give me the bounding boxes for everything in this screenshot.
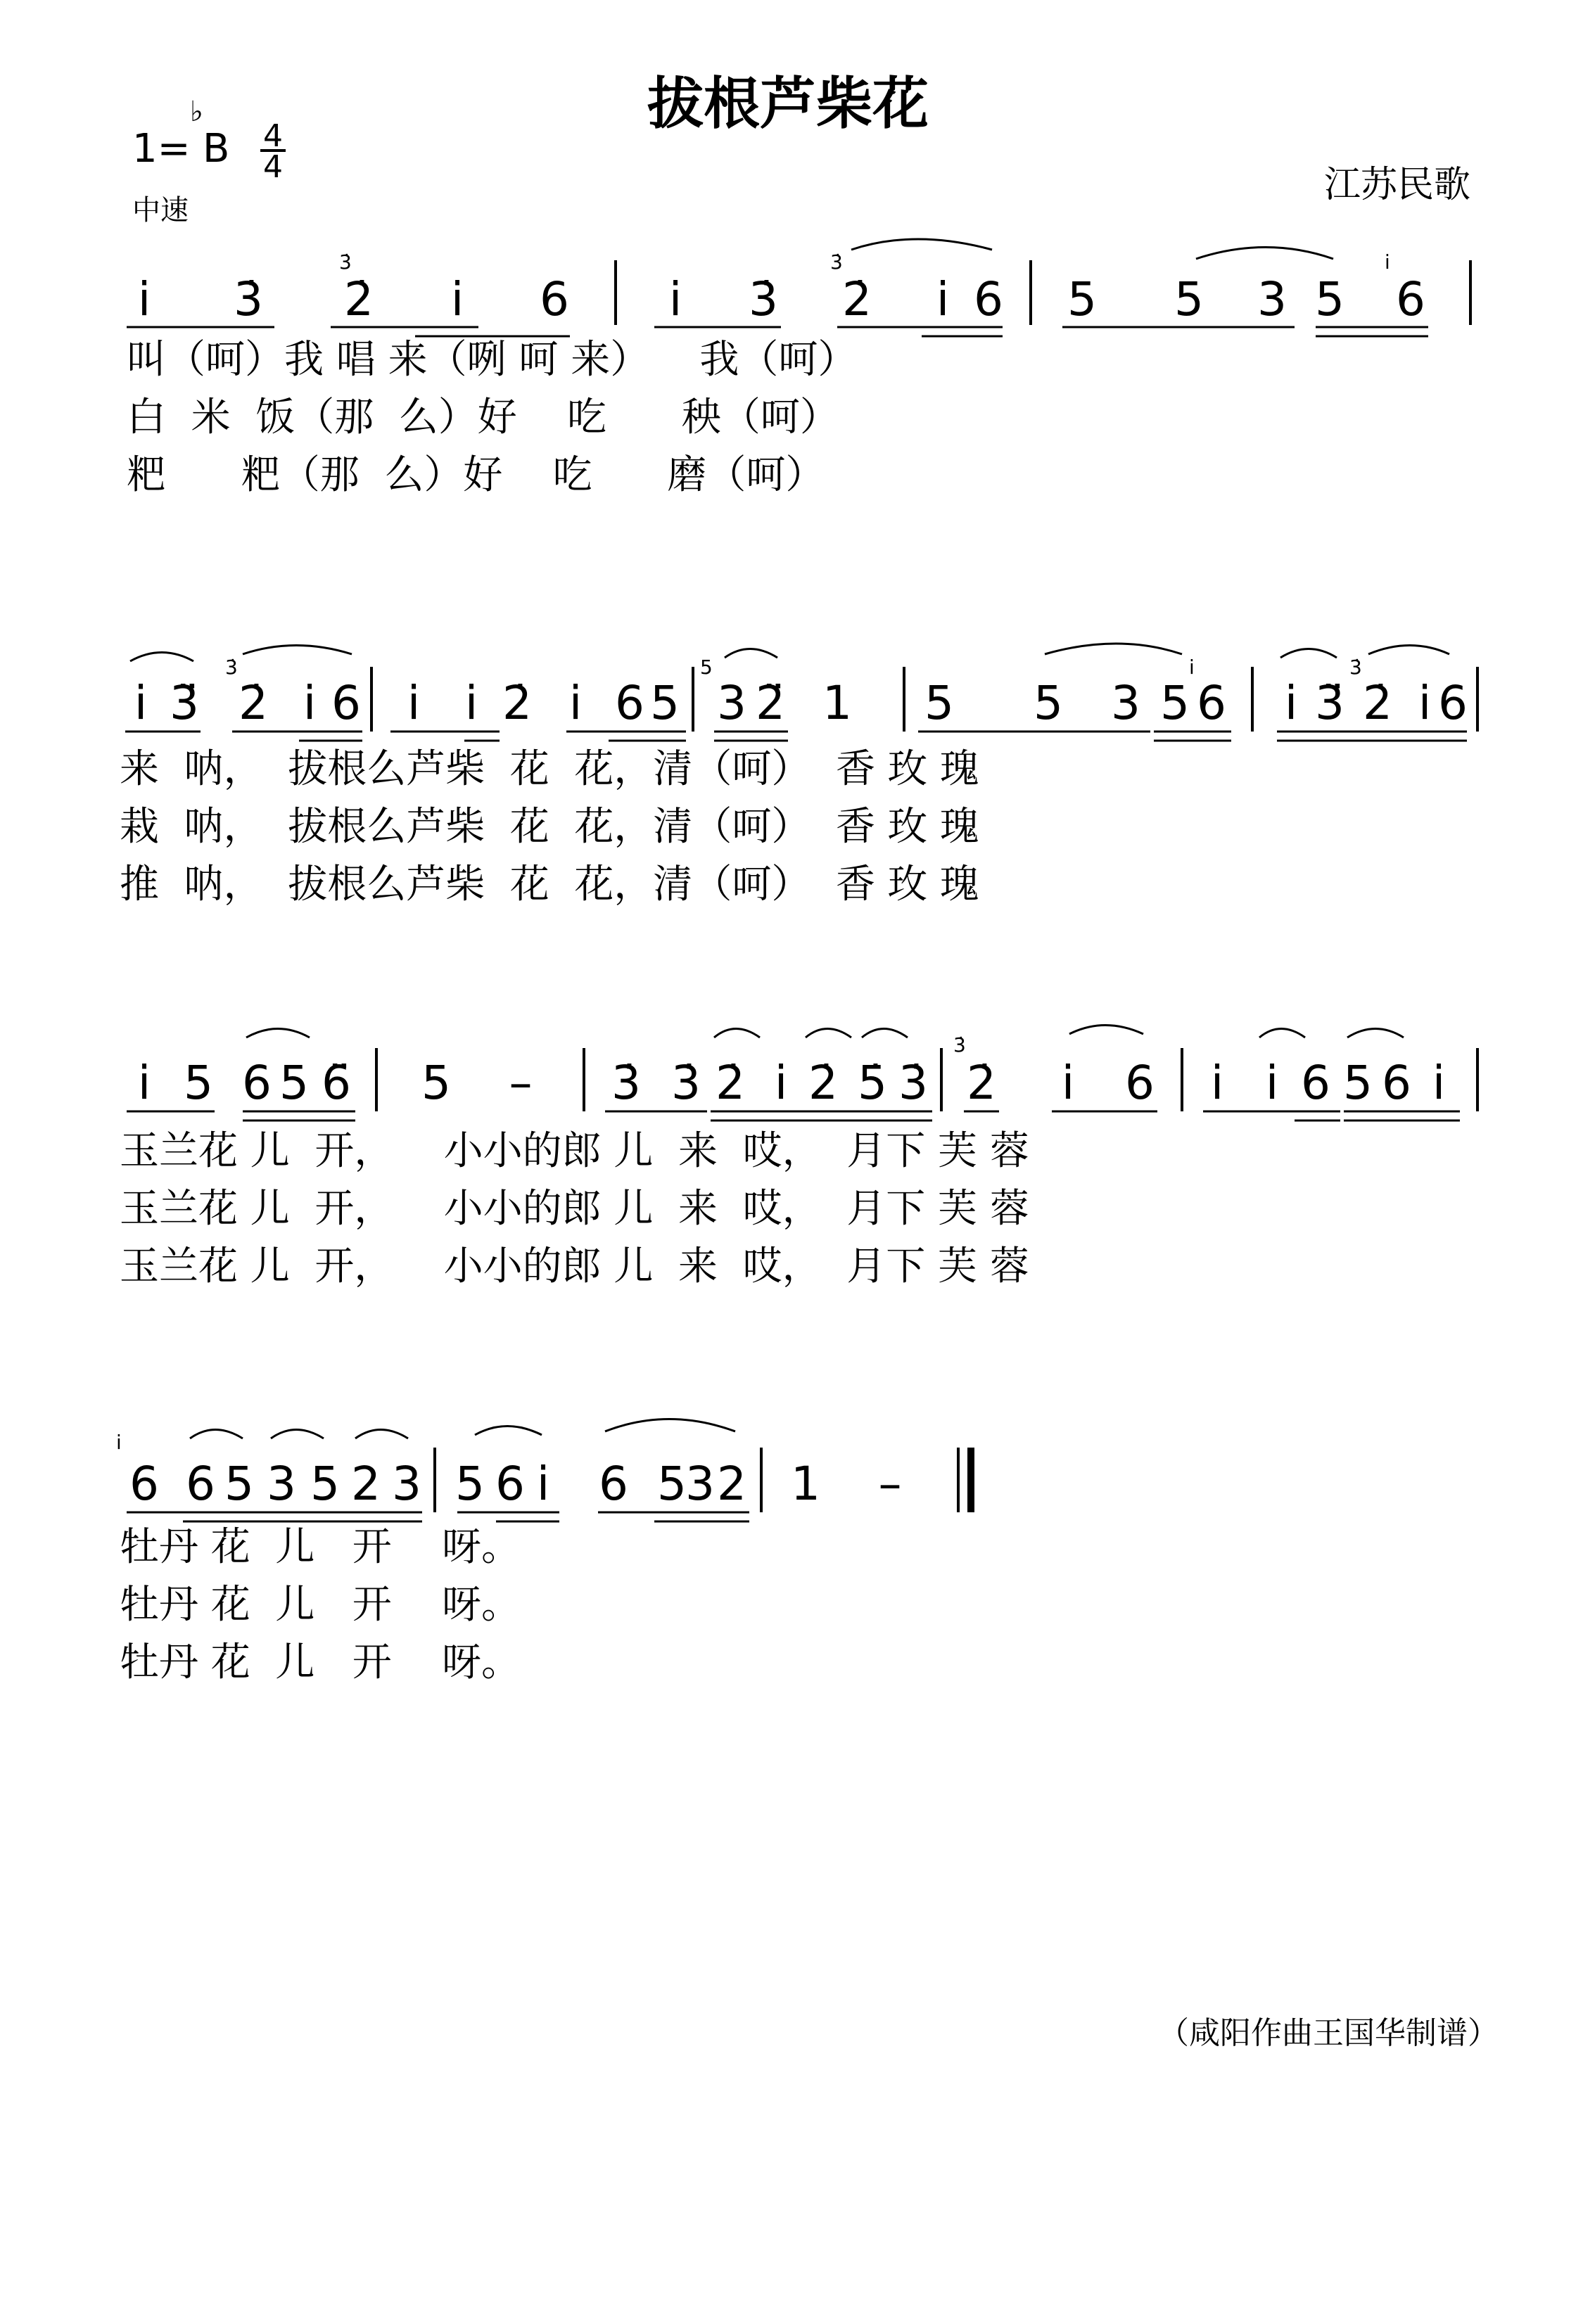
note: 6 (974, 272, 1003, 326)
note: 6 (1438, 676, 1468, 730)
lyric-line: 牡丹 花 儿 开 呀。 (120, 1640, 521, 1685)
note: i (137, 1056, 151, 1110)
note: i (1210, 1056, 1224, 1110)
note: 3 (267, 1457, 296, 1511)
note: i (1432, 1056, 1446, 1110)
note: i (303, 676, 317, 730)
note: 5 (279, 1056, 309, 1110)
time-top: 4 (263, 118, 283, 154)
note: 5 (1160, 676, 1190, 730)
beam (127, 1111, 1460, 1120)
lyric-line: 叫（呵）我 唱 来（咧 呵 来） 我（呵） (127, 337, 858, 383)
system-3 (120, 1026, 1477, 1290)
note: 6 (1197, 676, 1226, 730)
lyric-line: 玉兰花 儿 开， 小小的郎 儿 来 哎， 月下 芙 蓉 (120, 1244, 1029, 1289)
note: 6 (242, 1056, 272, 1110)
note: 2̇ (808, 1056, 838, 1110)
tempo-marking: 中速 (132, 194, 189, 226)
slur (130, 644, 1449, 661)
note: 6 (331, 676, 361, 730)
note: 3̇ (898, 1056, 928, 1110)
note: – (878, 1457, 902, 1511)
note: 6 (599, 1457, 628, 1511)
note: 6 (495, 1457, 525, 1511)
note: 5 (657, 1457, 687, 1511)
note: 6̈ (322, 1056, 351, 1110)
note: 1 (791, 1457, 820, 1511)
note: 2̈ (756, 676, 785, 730)
note: i (464, 676, 478, 730)
grace-note: i (1385, 250, 1390, 274)
note: 6 (186, 1457, 215, 1511)
note: i (774, 1056, 788, 1110)
grace-note: i (116, 1431, 122, 1454)
lyric-line: 粑 粑（那 么）好 吃 磨（呵） (127, 452, 825, 498)
system-1 (127, 239, 1470, 498)
grace-note: 3̇ (339, 250, 352, 274)
note: 3̇ (611, 1056, 641, 1110)
note: 2̇ (842, 272, 872, 326)
slur (190, 1419, 735, 1439)
note: 6 (1382, 1056, 1411, 1110)
note: – (509, 1056, 533, 1110)
note: 2̇ (716, 1056, 745, 1110)
grace-note: 3̇ (225, 656, 238, 679)
grace-note: 3̇ (830, 250, 843, 274)
note: 5 (1174, 272, 1204, 326)
score-credit: （咸阳作曲王国华制谱） (1158, 2015, 1499, 2051)
lyric-line: 栽 呐， 拔根么芦柴 花 花，清（呵） 香 玫 瑰 (120, 804, 979, 850)
note: 5 (1315, 272, 1344, 326)
lyric-line: 牡丹 花 儿 开 呀。 (120, 1582, 521, 1628)
note: 5 (1067, 272, 1097, 326)
note: 1 (822, 676, 852, 730)
note: 5 (310, 1457, 340, 1511)
note: i (407, 676, 421, 730)
note: 3 (685, 1457, 715, 1511)
note: 5 (650, 676, 680, 730)
note: 3 (1111, 676, 1140, 730)
note: i (134, 676, 148, 730)
note: i (668, 272, 682, 326)
note: 3̇ (234, 272, 263, 326)
note: 5 (224, 1457, 254, 1511)
key-prefix: 1= (132, 126, 191, 172)
note: 6 (615, 676, 644, 730)
note: i (1284, 676, 1298, 730)
lyric-line: 玉兰花 儿 开， 小小的郎 儿 来 哎， 月下 芙 蓉 (120, 1128, 1029, 1174)
note: 6 (540, 272, 569, 326)
lyric-line: 来 呐， 拔根么芦柴 花 花，清（呵） 香 玫 瑰 (120, 746, 979, 792)
note: i (137, 272, 151, 326)
note: i (568, 676, 583, 730)
note: 3̈ (1315, 676, 1344, 730)
grace-note: i (1189, 656, 1195, 679)
note: 3 (717, 676, 746, 730)
slur (851, 239, 1333, 259)
note: 3 (1257, 272, 1287, 326)
note: 6 (1125, 1056, 1155, 1110)
grace-note: 5 (700, 656, 713, 679)
lyric-line: 白 米 饭（那 么）好 吃 秧（呵） (127, 395, 839, 440)
key-flat: ♭ (190, 96, 203, 128)
note: 5̇ (858, 1056, 887, 1110)
note: 2 (717, 1457, 746, 1511)
beam (127, 327, 1428, 336)
note: i̇̇ (1061, 1056, 1075, 1110)
note: i (450, 272, 464, 326)
note: 2̇ (1363, 676, 1392, 730)
note: i (1265, 1056, 1279, 1110)
system-4 (116, 1419, 971, 1686)
lyric-line: 牡丹 花 儿 开 呀。 (120, 1524, 521, 1570)
note: i (536, 1457, 550, 1511)
lyric-line: 玉兰花 儿 开， 小小的郎 儿 来 哎， 月下 芙 蓉 (120, 1186, 1029, 1232)
note: 5 (184, 1056, 213, 1110)
note: 3̈ (170, 676, 199, 730)
time-bottom: 4 (263, 149, 283, 185)
slur (246, 1026, 1404, 1038)
key-note: B (203, 126, 230, 172)
note: 2̇ (239, 676, 268, 730)
song-title: 拔根芦柴花 (647, 70, 929, 136)
note: 6 (1301, 1056, 1330, 1110)
note: 5 (924, 676, 954, 730)
grace-note: 3̇ (1349, 656, 1362, 679)
note: 3 (392, 1457, 421, 1511)
song-origin: 江苏民歌 (1323, 164, 1470, 206)
note: 5 (1034, 676, 1063, 730)
note: i (1418, 676, 1432, 730)
note: 2̇ (502, 676, 532, 730)
system-2 (120, 644, 1477, 907)
note: 3̇ (671, 1056, 701, 1110)
note: 6 (1396, 272, 1425, 326)
note: 5 (455, 1457, 485, 1511)
beam (125, 732, 1467, 741)
note: 3̇ (749, 272, 778, 326)
note: 2 (351, 1457, 381, 1511)
note: 2̇ (967, 1056, 996, 1110)
note: 2̇ (344, 272, 374, 326)
note: 6 (129, 1457, 159, 1511)
note: i (936, 272, 950, 326)
lyric-line: 推 呐， 拔根么芦柴 花 花，清（呵） 香 玫 瑰 (120, 862, 979, 907)
beam (127, 1512, 749, 1521)
note: 5 (1343, 1056, 1373, 1110)
note: 5 (421, 1056, 451, 1110)
grace-note: 3̇ (953, 1033, 966, 1056)
